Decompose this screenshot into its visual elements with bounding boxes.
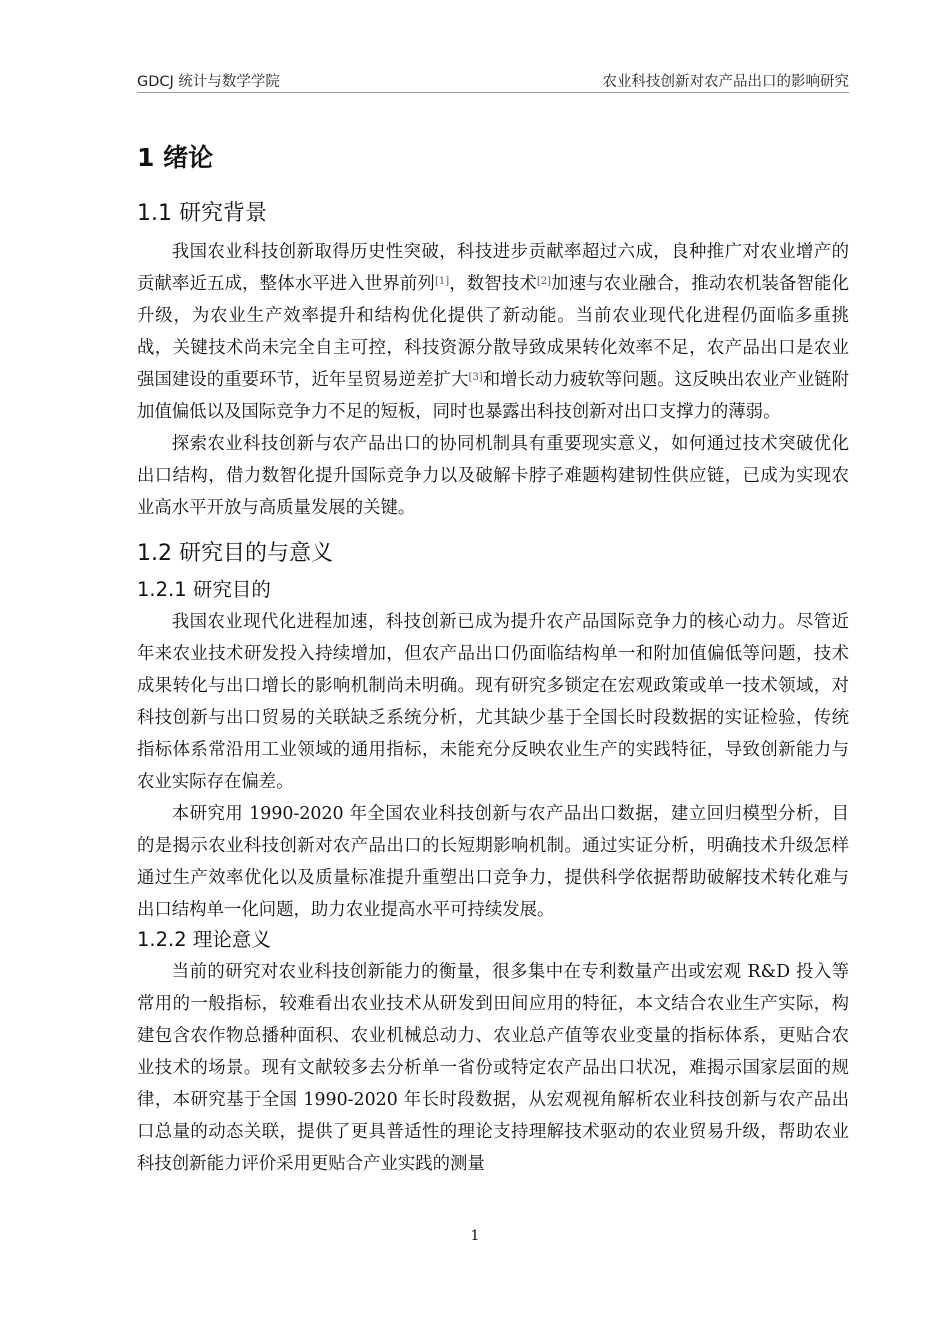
citation-ref-2: [2] xyxy=(536,276,552,287)
header-left: GDCJ 统计与数学学院 xyxy=(137,74,280,90)
paragraph-theory-1: 当前的研究对农业科技创新能力的衡量，很多集中在专利数量产出或宏观 R&D 投入等常用的一般指标，较难看出农业技术从研发到田间应用的特征，本文结合农业生产实际，构建包含农作物总播种面积、农业机械总动力、农业总产值等农业变量的指标体系，更贴合农业技术的场景。现有文献较多去分析单一省份或特定农产品出口状况，难揭示国家层面的规律，本研究基于全国 1990-2020 年长时段数据，从宏观视角解析农业科技创新与农产品出口总量的动态关联，提供了更具普适性的理论支持理解技术驱动的农业贸易升级，帮助农业科技创新能力评价采用更贴合产业实践的测量 xyxy=(137,962,849,1174)
citation-ref-1: [1] xyxy=(434,276,450,287)
paragraph-background-1 xyxy=(137,236,849,428)
header-right: 农业科技创新对农产品出口的影响研究 xyxy=(602,74,849,90)
text-run: 我国农业科技创新取得历史性突破，科技进步贡献率超过六成，良种推广对农业增产的贡献率近五成，整体水平进入世界前列 xyxy=(137,242,849,294)
text-run: 加速与农业融合，推动农机装备智能化升级，为农业生产效率提升和结构优化提供了新动能。当前农业现代化进程仍面临多重挑战，关键技术尚未完全自主可控，科技资源分散导致成果转化效率不足，农产品出口是农业强国建设的重要环节，近年呈贸易逆差扩大 xyxy=(137,274,849,390)
subsection-title-1-2-1: 1.2.1 研究目的 xyxy=(137,578,271,601)
page-content xyxy=(137,140,849,1180)
chapter-title: 1 绪论 xyxy=(137,143,214,172)
text-run: 和增长动力疲软等问题。这反映出农业产业链附加值偏低以及国际竞争力不足的短板，同时也暴露出科技创新对出口支撑力的薄弱。 xyxy=(137,370,849,422)
paragraph-purpose-1: 我国农业现代化进程加速，科技创新已成为提升农产品国际竞争力的核心动力。尽管近年来农业技术研发投入持续增加，但农产品出口仍面临结构单一和附加值偏低等问题，技术成果转化与出口增长的影响机制尚未明确。现有研究多锁定在宏观政策或单一技术领域，对科技创新与出口贸易的关联缺乏系统分析，尤其缺少基于全国长时段数据的实证检验，传统指标体系常沿用工业领域的通用指标，未能充分反映农业生产的实践特征，导致创新能力与农业实际存在偏差。 xyxy=(137,612,849,792)
section-title-1-1: 1.1 研究背景 xyxy=(137,201,267,226)
page-number: 1 xyxy=(470,1228,480,1244)
text-run: ，数智技术 xyxy=(449,274,537,294)
citation-ref-3: [3] xyxy=(468,372,483,383)
paragraph-background-2: 探索农业科技创新与农产品出口的协同机制具有重要现实意义，如何通过技术突破优化出口结构，借力数智化提升国际竞争力以及破解卡脖子难题构建韧性供应链，已成为实现农业高水平开放与高质量发展的关键。 xyxy=(137,434,849,518)
subsection-title-1-2-2: 1.2.2 理论意义 xyxy=(137,928,271,951)
header-divider xyxy=(137,92,849,93)
section-title-1-2: 1.2 研究目的与意义 xyxy=(137,541,333,566)
paragraph-purpose-2: 本研究用 1990-2020 年全国农业科技创新与农产品出口数据，建立回归模型分析，目的是揭示农业科技创新对农产品出口的长短期影响机制。通过实证分析，明确技术升级怎样通过生产效率优化以及质量标准提升重塑出口竞争力，提供科学依据帮助破解技术转化难与出口结构单一化问题，助力农业提高水平可持续发展。 xyxy=(137,804,849,920)
